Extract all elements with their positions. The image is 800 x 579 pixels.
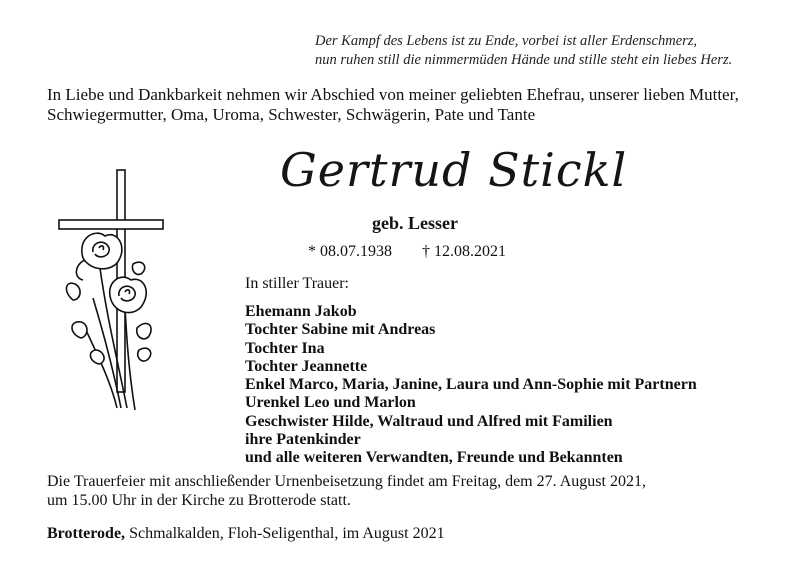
intro-line-1: In Liebe und Dankbarkeit nehmen wir Abschied von meiner geliebten Ehefrau, unserer lieben Mutter, [47, 85, 739, 104]
epitaph-quote [315, 32, 785, 70]
life-dates [308, 243, 506, 261]
cross-with-roses-illustration [55, 168, 165, 418]
mourning-label: In stiller Trauer: [245, 275, 349, 292]
birth-date: * 08.07.1938 [308, 243, 392, 260]
birth-name: geb. Lesser [372, 213, 458, 233]
mourner-line: Geschwister Hilde, Waltraud und Alfred mit Familien [245, 412, 613, 430]
mourner-line: und alle weiteren Verwandten, Freunde und Bekannten [245, 449, 623, 467]
intro-line-2: Schwiegermutter, Oma, Uroma, Schwester, Schwägerin, Pate und Tante [47, 105, 536, 124]
mourner-line: ihre Patenkinder [245, 431, 361, 449]
epitaph-line-2: nun ruhen still die nimmermüden Hände und stille steht ein liebes Herz. [315, 52, 733, 68]
mourner-line: Ehemann Jakob [245, 303, 357, 320]
mourner-line: Tochter Sabine mit Andreas [245, 321, 436, 339]
place-rest: Schmalkalden, Floh-Seligenthal, im August 2021 [125, 525, 445, 542]
place-and-date [47, 525, 445, 543]
mourner-line: Tochter Jeannette [245, 357, 368, 375]
mourners-list [245, 303, 697, 468]
death-date: † 12.08.2021 [422, 243, 506, 260]
mourner-line: Enkel Marco, Maria, Janine, Laura und Ann-Sophie mit Partnern [245, 376, 697, 394]
deceased-name: Gertrud Stickl [280, 143, 628, 197]
place-town: Brotterode, [47, 525, 126, 542]
epitaph-line-1: Der Kampf des Lebens ist zu Ende, vorbei ist aller Erdenschmerz, [315, 33, 698, 49]
mourner-line: Urenkel Leo und Marlon [245, 394, 416, 412]
mourner-line: Tochter Ina [245, 339, 325, 357]
ceremony-notice [47, 472, 777, 510]
intro-text [47, 85, 777, 125]
ceremony-line-2: um 15.00 Uhr in der Kirche zu Brotterode statt. [47, 492, 351, 509]
ceremony-line-1: Die Trauerfeier mit anschließender Urnenbeisetzung findet am Freitag, dem 27. August 2021, [47, 473, 646, 490]
